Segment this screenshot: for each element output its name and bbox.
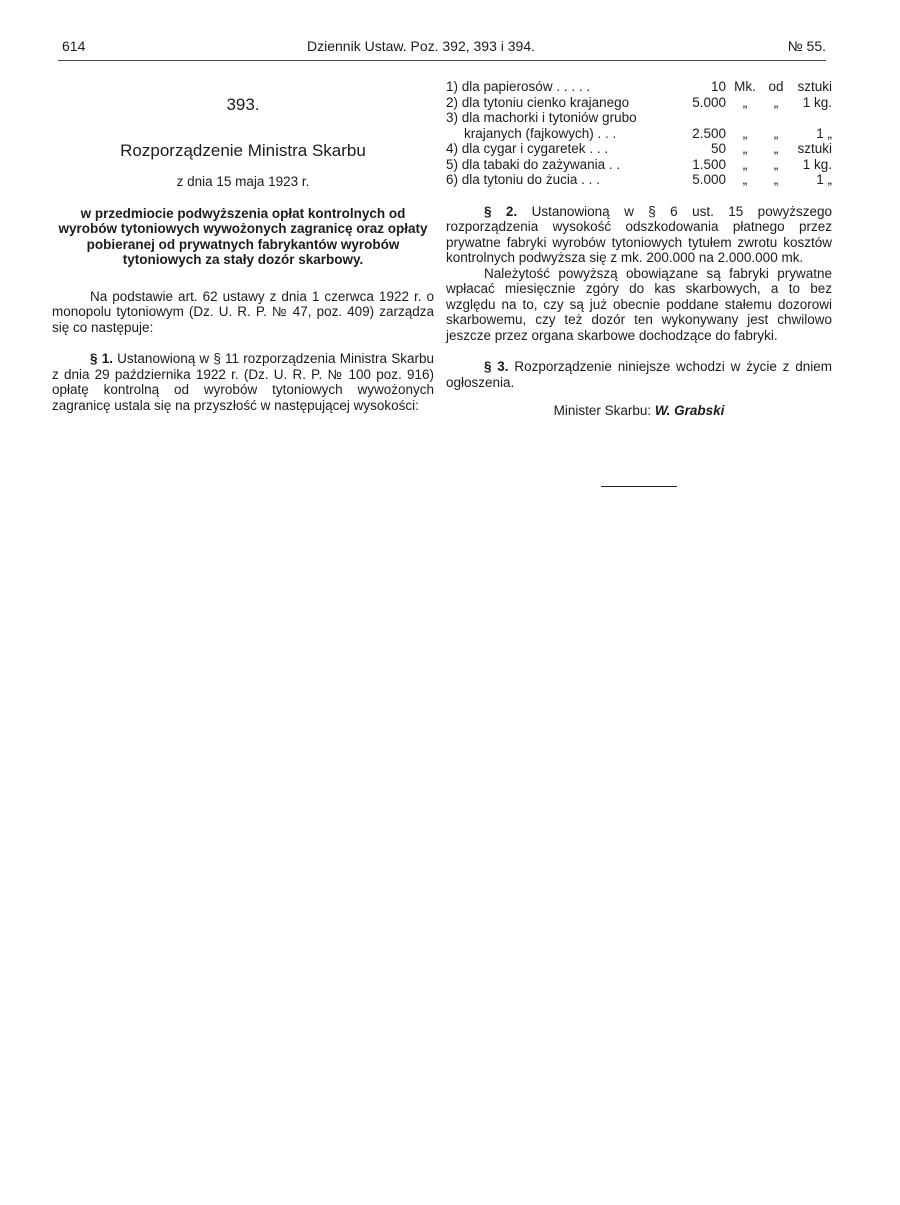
section-3-label: § 3. (484, 359, 509, 374)
page-header (62, 38, 826, 58)
rate-unit: „ (742, 94, 748, 110)
rate-row (446, 126, 832, 142)
rate-item: krajanych (fajkowych) . . . (464, 125, 617, 141)
rate-row (446, 157, 832, 173)
end-rule (601, 486, 677, 487)
rate-item: 4) dla cygar i cygaretek . . . (446, 141, 609, 156)
header-rule (58, 60, 826, 61)
rate-quantity-prefix: „ (773, 141, 779, 156)
rate-quantity-prefix: „ (773, 156, 779, 172)
section-1-label: § 1. (90, 351, 113, 366)
rate-quantity: sztuki (797, 79, 832, 94)
rate-value (674, 110, 726, 126)
rate-value: 5.000 (692, 94, 726, 110)
rate-unit: Mk. (734, 79, 756, 94)
rate-item: 3) dla machorki i tytoniów grubo (446, 110, 637, 125)
rate-item: 2) dla tytoniu cienko krajanego (446, 94, 630, 110)
rate-unit (726, 110, 764, 126)
rate-row (446, 172, 832, 188)
rate-quantity-prefix: od (768, 79, 784, 94)
rate-item: 6) dla tytoniu do żucia . . . (446, 172, 600, 187)
rate-unit: „ (742, 141, 748, 156)
rate-quantity-prefix: „ (773, 172, 779, 187)
rate-unit: „ (742, 172, 748, 187)
rate-item: 1) dla papierosów . . . . . (446, 79, 591, 94)
rate-quantity-prefix (764, 110, 788, 126)
regulation-heading: Rozporządzenie Ministra Skarbu (120, 140, 366, 160)
rate-row (446, 110, 832, 126)
regulation-date: z dnia 15 maja 1923 r. (176, 174, 310, 189)
rate-quantity: 1 „ (816, 172, 832, 187)
preamble: Na podstawie art. 62 ustawy z dnia 1 czerwca 1922 r. o monopolu tytoniowym (Dz. U. R. P. № 47, poz. 409) zarządza się co następuje: (52, 288, 434, 335)
rate-value: 2.500 (692, 125, 726, 141)
rate-value: 5.000 (692, 172, 726, 187)
signature-name: W. Grabski (654, 403, 725, 418)
rate-quantity: 1 kg. (802, 94, 832, 110)
rate-unit: „ (742, 156, 748, 172)
rate-quantity: 1 „ (816, 125, 832, 141)
rate-quantity (788, 110, 832, 126)
section-3 (446, 359, 832, 390)
section-2-continuation: Należytość powyższą obowiązane są fabryki prywatne wpłacać miesięcznie zgóry do kas skarbowych, a to bez względu na to, czy są już obecnie poddane stałemu dozorowi skarbowemu, czy też dozór ten wykonywany jest chwilowo jeszcze przez organa skarbowe dochodzące do fabryki. (446, 265, 832, 343)
signature (446, 403, 832, 419)
rate-value: 1.500 (692, 156, 726, 172)
page-number: 614 (62, 38, 86, 54)
left-column (52, 95, 434, 413)
rate-quantity-prefix: „ (773, 125, 779, 141)
rate-item: 5) dla tabaki do zażywania . . (446, 156, 621, 172)
regulation-subject: w przedmiocie podwyższenia opłat kontrolnych od wyrobów tytoniowych wywożonych zagranicę oraz opłaty pobieranej od prywatnych fabrykantów wyrobów tytoniowych za stały dozór skarbowy. (58, 205, 428, 267)
entry-number: 393. (226, 95, 260, 114)
rate-value: 50 (710, 141, 726, 156)
section-1 (52, 351, 434, 413)
right-column (446, 79, 832, 419)
rates-table (446, 79, 832, 188)
rate-quantity-prefix: „ (773, 94, 779, 110)
rate-row (446, 95, 832, 111)
rate-value: 10 (710, 79, 726, 94)
signature-role: Minister Skarbu: (553, 403, 652, 418)
issue-number: № 55. (787, 38, 826, 54)
rate-quantity: 1 kg. (802, 156, 832, 172)
rate-quantity: sztuki (797, 141, 832, 156)
section-3-text: Rozporządzenie niniejsze wchodzi w życie z dniem ogłoszenia. (446, 359, 832, 390)
rate-row (446, 141, 832, 157)
rate-row (446, 79, 832, 95)
section-2-label: § 2. (484, 203, 518, 219)
rate-unit: „ (742, 125, 748, 141)
section-1-text: Ustanowioną w § 11 rozporządzenia Ministra Skarbu z dnia 29 października 1922 r. (Dz. U. R. P. № 100 poz. 916) opłatę kontrolną od wyrobów tytoniowych wywożonych zagranicę ustala się na przyszłość w następującej wysokości: (52, 351, 434, 413)
section-2 (446, 204, 832, 266)
journal-title: Dziennik Ustaw. Poz. 392, 393 i 394. (307, 38, 536, 54)
section-2-text: Ustanowioną w § 6 ust. 15 powyższego rozporządzenia wysokość odszkodowania płatnego przez prywatne fabryki wyrobów tytoniowych tytułem zwrotu kosztów kontrolnych podwyższa się z mk. 200.000 na 2.000.000 mk. (446, 203, 832, 265)
